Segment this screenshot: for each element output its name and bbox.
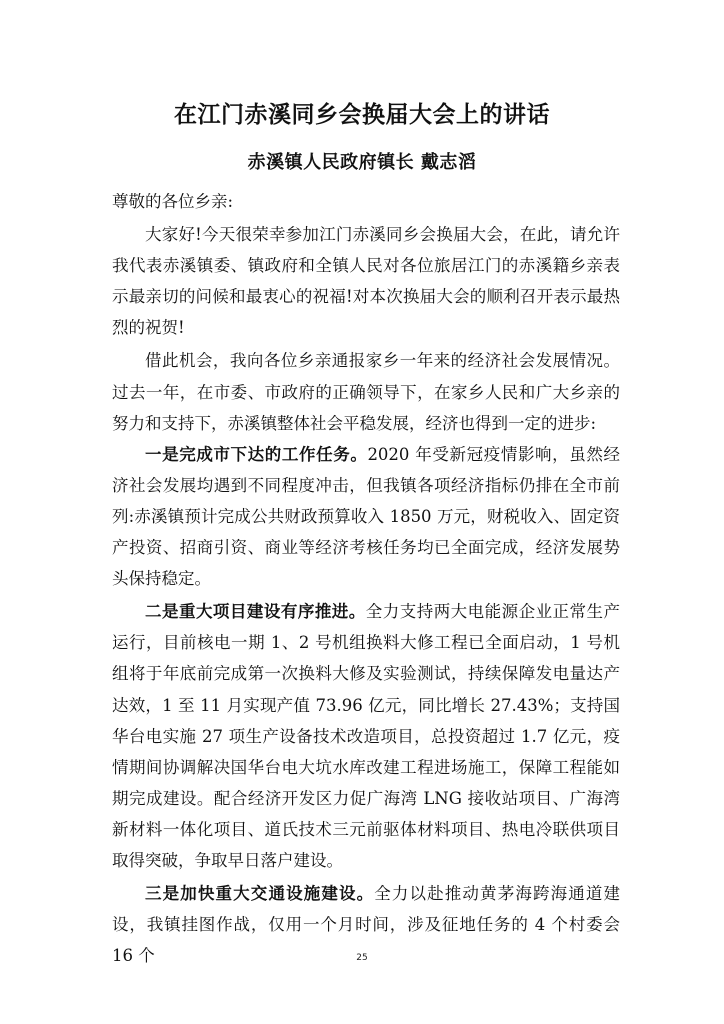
paragraph-lead: 一是完成市下达的工作任务。 bbox=[145, 444, 368, 464]
document-body bbox=[112, 186, 620, 971]
paragraph-text: 全力支持两大电能源企业正常生产运行，目前核电一期 1、2 号机组换料大修工程已全面启动，1 号机组将于年底前完成第一次换料大修及实验测试，持续保障发电量达产达效，1 至 11 月实现产值 73.96 亿元，同比增长 27.43%；支持国华台电实施 27 项生产设备技术改造项目，总投资超过 1.7 亿元，疫情期间协调解决国华台电大坑水库改建工程进场施工，保障工程能如期完成建设。配合经济开发区力促广海湾 LNG 接收站项目、广海湾新材料一体化项目、道氏技术三元前驱体材料项目、热电冷联供项目取得突破，争取早日落户建设。 bbox=[112, 602, 621, 870]
paragraph-text: 大家好!今天很荣幸参加江门赤溪同乡会换届大会，在此，请允许我代表赤溪镇委、镇政府和全镇人民对各位旅居江门的赤溪籍乡亲表示最亲切的问候和最衷心的祝福!对本次换届大会的顺利召开表示最热烈的祝贺! bbox=[112, 225, 620, 338]
paragraph-intro bbox=[112, 345, 620, 438]
paragraph-greeting bbox=[112, 219, 620, 343]
paragraph-text: 全力以赴推动黄茅海跨海通道建设，我镇挂图作战，仅用一个月时间，涉及征地任务的 4 个村委会 16 个 bbox=[112, 884, 621, 966]
paragraph-task-completion bbox=[112, 439, 620, 594]
paragraph-lead: 二是重大项目建设有序推进。 bbox=[145, 602, 366, 622]
document-title: 在江门赤溪同乡会换届大会上的讲话 bbox=[174, 102, 550, 128]
paragraph-text: 2020 年受新冠疫情影响，虽然经济社会发展均遇到不同程度冲击，但我镇各项经济指标仍排在全市前列:赤溪镇预计完成公共财政预算收入 1850 万元，财税收入、固定资产投资、招商引资、商业等经济考核任务均已全面完成，经济发展势头保持稳定。 bbox=[112, 444, 620, 589]
paragraph-lead: 三是加快重大交通设施建设。 bbox=[145, 884, 375, 904]
page-number: 25 bbox=[356, 953, 368, 963]
paragraph-major-projects bbox=[112, 596, 620, 876]
document-subtitle-author: 赤溪镇人民政府镇长 戴志滔 bbox=[247, 152, 477, 173]
salutation: 尊敬的各位乡亲: bbox=[112, 192, 234, 211]
paragraph-text: 借此机会，我向各位乡亲通报家乡一年来的经济社会发展情况。过去一年，在市委、市政府的正确领导下，在家乡人民和广大乡亲的努力和支持下，赤溪镇整体社会平稳发展，经济也得到一定的进步: bbox=[112, 351, 620, 433]
